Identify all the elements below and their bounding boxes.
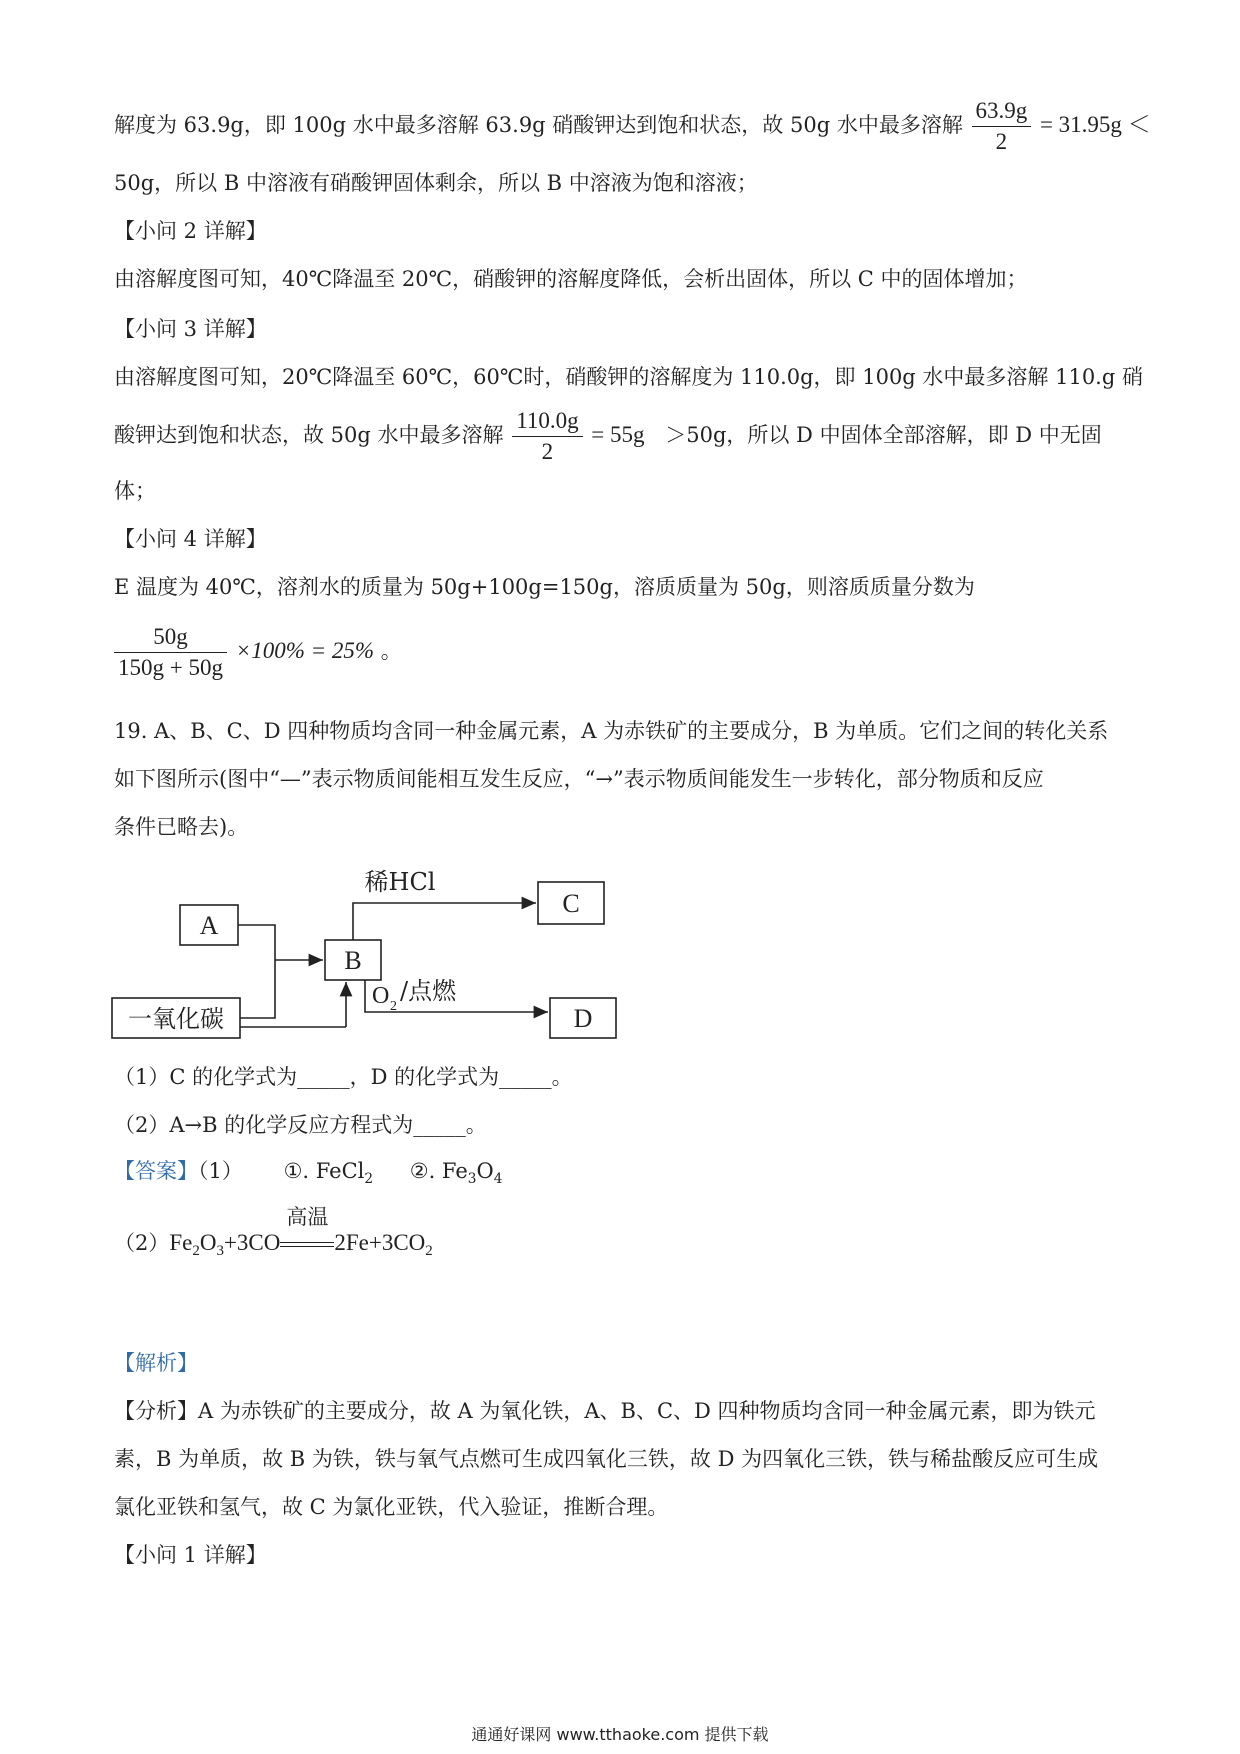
fraction-denominator: 150g + 50g — [118, 655, 223, 680]
label-d: D — [573, 1004, 593, 1033]
label-carbon-monoxide: 一氧化碳 — [128, 1005, 224, 1033]
equation-rhs: $2Fe+3CO_2$ — [334, 1230, 433, 1260]
fraction-numerator: 50g — [114, 622, 227, 653]
fraction-numerator: 63.9g — [972, 96, 1032, 127]
paragraph-line: 体； — [114, 479, 156, 503]
page-footer: 通通好课网 www.tthaoke.com 提供下载 — [471, 1725, 769, 1744]
label-dilute-hcl: 稀HCl — [364, 868, 436, 896]
solubility-line-3b — [114, 406, 1102, 467]
label-oxygen: O — [372, 983, 390, 1009]
text-segment: ×100% = 25% — [235, 638, 375, 663]
paragraph-line: 50g，所以 B 中溶液有硝酸钾固体剩余，所以 B 中溶液为饱和溶液； — [114, 171, 758, 195]
fraction-numerator: 110.0g — [512, 406, 582, 437]
text-segment: = 55g — [591, 422, 645, 447]
solubility-line-1 — [114, 96, 1151, 157]
text-segment: ＞50g，所以 D 中固体全部溶解，即 D 中无固 — [665, 423, 1102, 447]
label-ignite: /点燃 — [400, 977, 457, 1005]
text-segment: 酸钾达到饱和状态，故 50g 水中最多溶解 — [114, 423, 504, 447]
text-segment: 。 — [380, 639, 402, 663]
analysis-line-2: 素，B 为单质，故 B 为铁，铁与氧气点燃可生成四氧化三铁，故 D 为四氧化三铁，铁与稀盐酸反应可生成 — [114, 1447, 1099, 1471]
connector-a-co — [238, 925, 275, 1018]
mass-fraction-formula — [114, 622, 402, 683]
question-19-line-3: 条件已略去)。 — [114, 815, 249, 839]
label-c: C — [562, 889, 580, 918]
answer-equation — [114, 1205, 433, 1260]
fraction-denominator: 2 — [541, 439, 554, 464]
label-a: A — [199, 911, 219, 940]
answer-line-1 — [114, 1156, 502, 1186]
question-19-line-1: 19. A、B、C、D 四种物质均含同一种金属元素，A 为赤铁矿的主要成分，B 为单质。它们之间的转化关系 — [114, 719, 1109, 743]
reaction-condition: 高温 — [280, 1228, 334, 1258]
section-heading: 【小问 2 详解】 — [114, 219, 267, 243]
answer-fe3o4: ②. $Fe_3O_4$ — [409, 1159, 503, 1187]
question-19-line-2: 如下图所示(图中“—”表示物质间能相互发生反应，“→”表示物质间能发生一步转化，部分物质和反应 — [114, 767, 1044, 791]
equation-lhs: $Fe_2O_3+3CO$ — [169, 1230, 281, 1260]
conversion-diagram — [110, 860, 630, 1050]
paragraph-line: 由溶解度图可知，20℃降温至 60℃，60℃时，硝酸钾的溶解度为 110.0g，即 100g 水中最多溶解 110.g 硝 — [114, 365, 1143, 389]
section-heading: 【小问 1 详解】 — [114, 1543, 267, 1567]
fraction — [972, 96, 1032, 157]
fraction — [512, 406, 582, 467]
analysis-line-1: 【分析】A 为赤铁矿的主要成分，故 A 为氧化铁，A、B、C、D 四种物质均含同一种金属元素，即为铁元 — [114, 1399, 1096, 1423]
answer-fecl2: ①. FeCl$_2$ — [283, 1159, 374, 1187]
label-b: B — [344, 946, 362, 975]
text-segment: = 31.95g ＜ — [1039, 112, 1151, 137]
sub-question-1: （1）C 的化学式为_____，D 的化学式为_____。 — [114, 1065, 573, 1089]
paragraph-line: E 温度为 40℃，溶剂水的质量为 50g+100g=150g，溶质质量为 50g，则溶质质量分数为 — [114, 575, 975, 599]
arrow-b-to-c — [353, 903, 536, 940]
paragraph-line: 由溶解度图可知，40℃降温至 20℃，硝酸钾的溶解度降低，会析出固体，所以 C 中的固体增加； — [114, 267, 1028, 291]
analysis-line-3: 氯化亚铁和氢气，故 C 为氯化亚铁，代入验证，推断合理。 — [114, 1495, 669, 1519]
sub-question-2: （2）A→B 的化学反应方程式为_____。 — [114, 1113, 487, 1137]
answer-part-1: （1） — [198, 1159, 243, 1183]
section-heading: 【小问 3 详解】 — [114, 317, 267, 341]
label-oxygen-sub: 2 — [390, 999, 397, 1014]
fraction — [114, 622, 227, 683]
answer-label: 【答案】 — [114, 1159, 198, 1183]
fraction-denominator: 2 — [995, 129, 1008, 154]
analysis-label: 【解析】 — [114, 1351, 198, 1375]
equation-prefix: （2） — [114, 1231, 170, 1255]
text-segment: 解度为 63.9g，即 100g 水中最多溶解 63.9g 硝酸钾达到饱和状态，故 50g 水中最多溶解 — [114, 113, 963, 137]
section-heading: 【小问 4 详解】 — [114, 527, 267, 551]
